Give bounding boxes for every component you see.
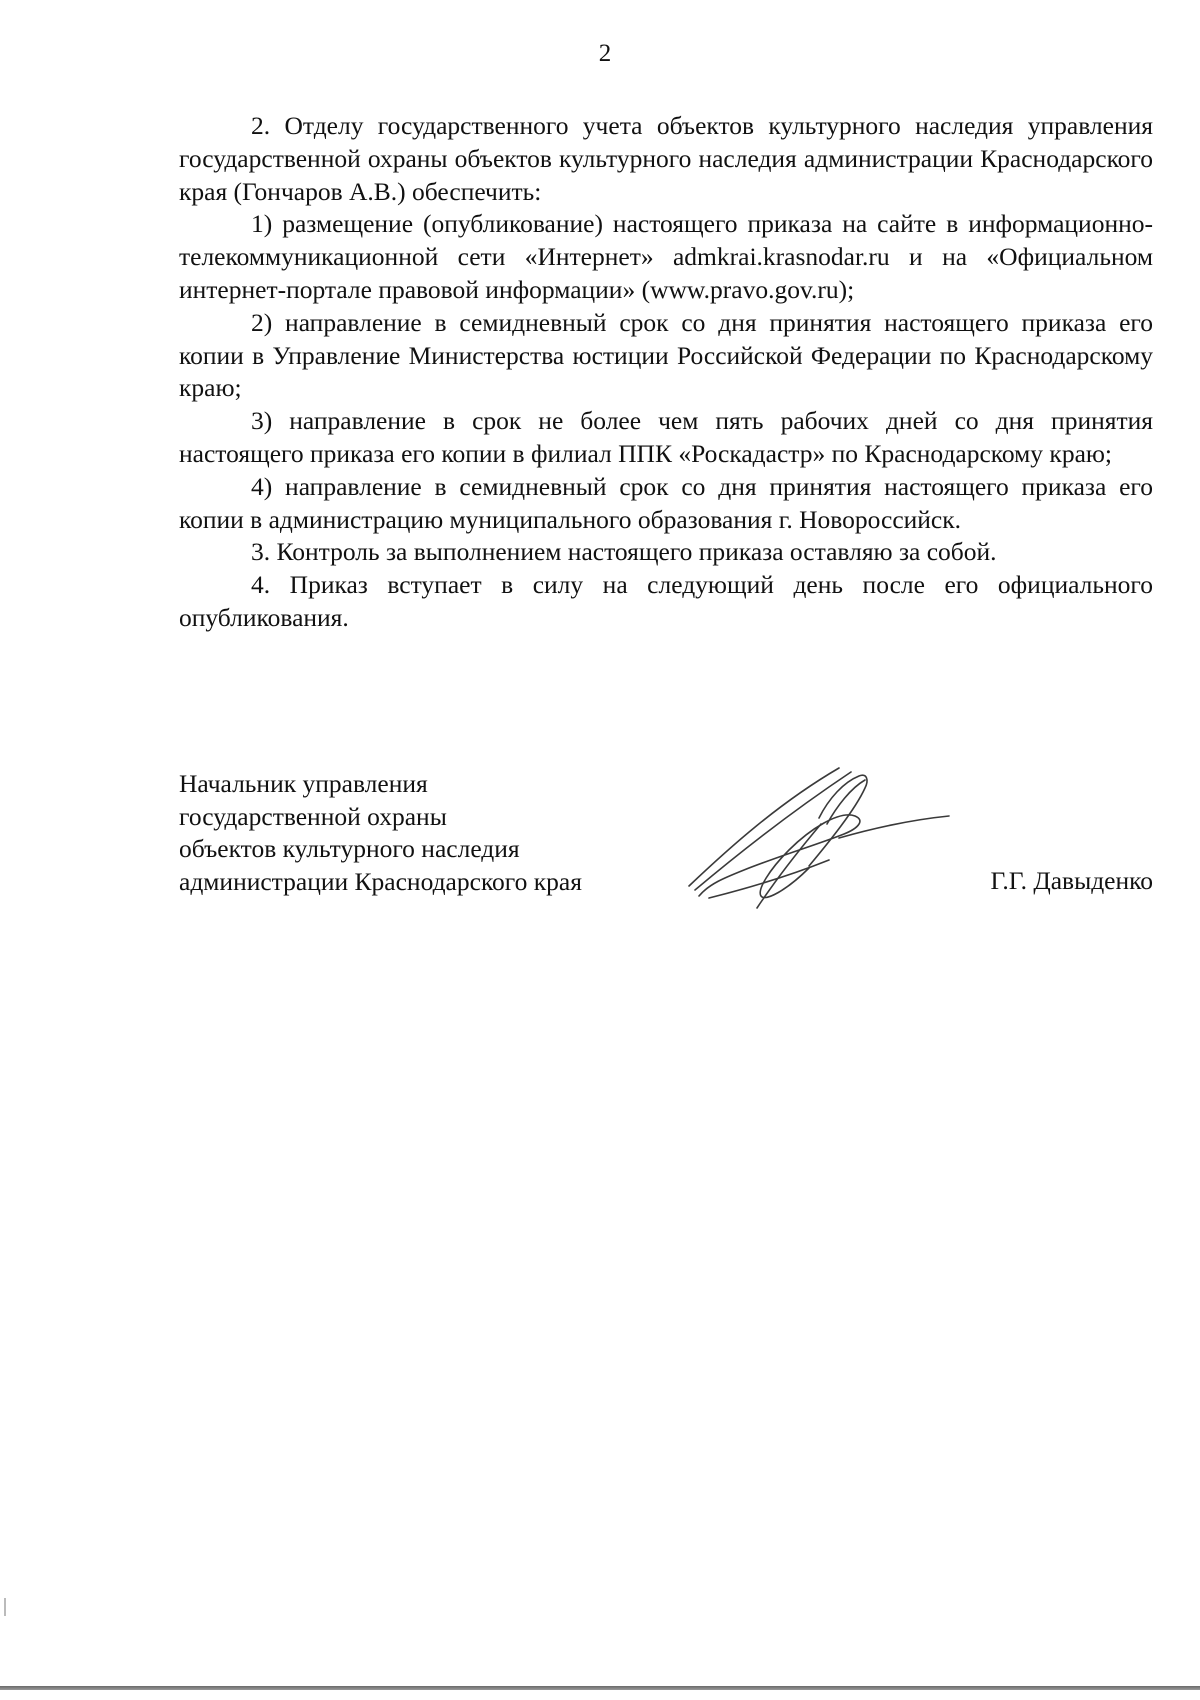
- paragraph-item-2: 2) направление в семидневный срок со дня принятия настоящего приказа его копии в Управление Министерства юстиции Российской Федерации по Краснодарскому краю;: [179, 307, 1153, 403]
- scan-edge-mark: [4, 1598, 6, 1616]
- scan-bottom-edge: [0, 1686, 1200, 1690]
- paragraph-section-2: 2. Отделу государственного учета объектов культурного наследия управления государственной охраны объектов культурного наследия администрации Краснодарского края (Гончаров А.В.) обеспечить:: [179, 111, 1153, 206]
- signature-block: [179, 768, 1153, 948]
- signer-name: Г.Г. Давыденко: [990, 866, 1153, 895]
- signer-position-line: объектов культурного наследия: [179, 834, 520, 863]
- page-number: 2: [598, 40, 612, 67]
- paragraph-section-4: 4. Приказ вступает в силу на следующий день после его официального опубликования.: [179, 570, 1153, 632]
- paragraph-item-1: 1) размещение (опубликование) настоящего приказа на сайте в информационно-телекоммуникационной сети «Интернет» admkrai.krasnodar.ru и на «Официальном интернет-портале правовой информации» (www.pravo.gov.ru);: [179, 209, 1153, 304]
- paragraph-section-3: 3. Контроль за выполнением настоящего приказа оставляю за собой.: [251, 537, 997, 567]
- paragraph-item-3: 3) направление в срок не более чем пять рабочих дней со дня принятия настоящего приказа его копии в филиал ППК «Роскадастр» по Краснодарскому краю;: [179, 406, 1153, 468]
- document-body: [179, 110, 1153, 635]
- handwritten-signature: [669, 758, 959, 918]
- signer-position-line: государственной охраны: [179, 801, 447, 831]
- signer-position-line: администрации Краснодарского края: [179, 866, 582, 896]
- signer-position: [179, 768, 582, 898]
- signer-position-line: Начальник управления: [179, 769, 428, 798]
- paragraph-item-4: 4) направление в семидневный срок со дня принятия настоящего приказа его копии в администрацию муниципального образования г. Новороссийск.: [179, 471, 1153, 534]
